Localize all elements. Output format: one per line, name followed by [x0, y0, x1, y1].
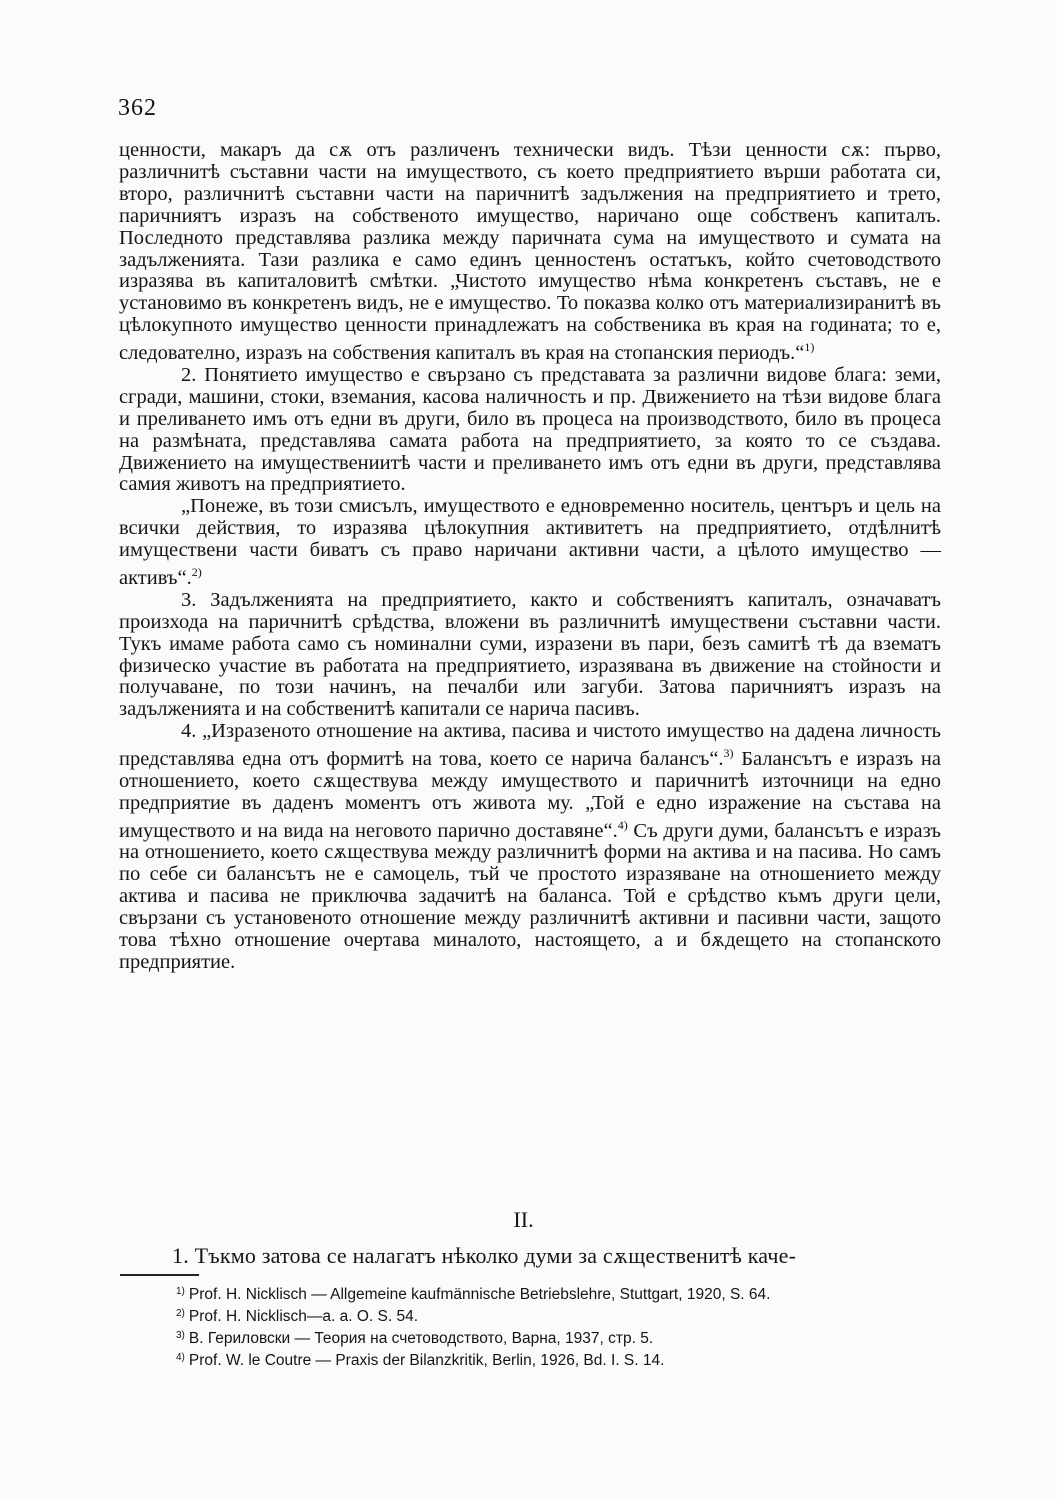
paragraph-3 — [119, 496, 941, 589]
paragraph-5-text: 4. „Изразеното отношение на актива, пасива и чистото имущество на дадена личность представлява една отъ формитѣ на това, което се нарича балансъ“. — [119, 720, 941, 770]
paragraph-5 — [119, 721, 941, 974]
footnote-text: Prof. W. le Coutre — Praxis der Bilanzkritik, Berlin, 1926, Bd. I. S. 14. — [188, 1352, 665, 1369]
paragraph-2 — [119, 365, 941, 496]
footnote-4 — [176, 1348, 936, 1370]
footnote-ref-2: 2) — [191, 565, 202, 580]
footnote-2 — [176, 1304, 936, 1326]
footnote-1 — [176, 1282, 936, 1304]
section-heading — [0, 1207, 1057, 1233]
paragraph-4 — [119, 590, 941, 721]
body-text — [119, 140, 941, 974]
paragraph-4-text: 3. Задълженията на предприятието, както и собствениятъ капиталъ, означаватъ произхода на паричнитѣ срѣдства, вложени въ различнитѣ имуществени съставни части. Тукъ имаме работа само съ номинални суми, изразени въ пари, безъ самитѣ тѣ да взематъ физическо участие въ работата на предприятието, изразявана въ движение на стойности и получаване, по този начинъ, на печалби или загуби. Затова паричниятъ изразъ на задълженията и на собственитѣ капитали се нарича пасивъ. — [119, 588, 941, 721]
page-number: 362 — [118, 95, 157, 121]
section-number: II. — [513, 1207, 534, 1232]
footnote-mark: 3) — [176, 1330, 185, 1341]
footnote-text: В. Гериловски — Теория на счетоводството, Варна, 1937, стр. 5. — [188, 1330, 654, 1347]
paragraph-5-continued: Балансътъ е изразъ на отношението, което сѫществува между имуществото и паричнитѣ източници на едно предприятие въ даденъ моментъ отъ живота му. „Той е едно изражение на състава на имуществото и на вида на неговото парично доставяне“. — [119, 747, 941, 842]
footnote-mark: 1) — [176, 1286, 185, 1297]
footnote-text: Prof. H. Nicklisch—a. a. O. S. 54. — [188, 1308, 419, 1325]
footnote-3 — [176, 1326, 936, 1348]
paragraph-5-end: Съ други думи, балансътъ е изразъ на отношението, което сѫществува между различнитѣ форми на актива и на пасива. Но самъ по себе си балансътъ не е самоцель, тъй че простото изразяване на отношението между актива и пасива не приключва задачитѣ на баланса. Той е срѣдство къмъ други цели, свързани съ установеното отношение между различнитѣ активни и пасивни части, защото това тѣхно отношение очертава миналото, настоящето, а и бѫдещето на стопанското предприятие. — [119, 819, 941, 973]
paragraph-1 — [119, 140, 941, 365]
footnote-ref-4: 4) — [617, 817, 628, 832]
paragraph-3-text: „Понеже, въ този смисълъ, имуществото е едновременно носитель, центъръ и цель на всички действия, то изразява цѣлокупния активитетъ на предприятието, отдѣлнитѣ имуществени части биватъ съ право наричани активни части, а цѣлото имущество — активъ“. — [119, 495, 941, 589]
paragraph-2-text: 2. Понятието имущество е свързано съ представата за различни видове блага: земи, сгради, машини, стоки, вземания, касова наличность и пр. Движението на тѣзи видове блага и преливането имъ отъ едни въ други, било въ процеса на производството, било въ процеса на размѣната, представлява самата работа на предприятието, за която то се създава. Движението на имуществениитѣ части и преливането имъ отъ едни въ други, представлява самия животъ на предприятието. — [119, 363, 941, 496]
footnote-mark: 2) — [176, 1308, 185, 1319]
paragraph-1-text: ценности, макаръ да сѫ отъ различенъ технически видъ. Тѣзи ценности сѫ: първо, различнитѣ съставни части на имуществото, съ което предприятието върши работата си, второ, различнитѣ съставни части на паричнитѣ задължения на предприятието и трето, паричниятъ изразъ на собственото имущество, наричано още собственъ капиталъ. Последното представлява разлика между паричната сума на имуществото и сумата на задълженията. Тази разлика е само единъ ценностенъ остатъкъ, който счетоводството изразява въ капиталовитѣ смѣтки. „Чистото имущество нѣма конкретенъ съставъ, не е установимо въ конкретенъ видъ, не е имущество. То показва колко отъ материализиранитѣ въ цѣлокупното имущество ценности принадлежатъ на собственика въ края на годината; то е, следователно, изразъ на собствения капиталъ въ края на стопанския периодъ.“ — [119, 139, 941, 364]
footnote-ref-3: 3) — [723, 746, 734, 761]
footnotes — [176, 1282, 936, 1370]
continued-line: 1. Тъкмо затова се налагатъ нѣколко думи за сѫщественитѣ каче- — [172, 1243, 797, 1268]
footnote-mark: 4) — [176, 1352, 185, 1363]
footnote-ref-1: 1) — [804, 340, 815, 355]
footnote-text: Prof. H. Nicklisch — Allgemeine kaufmännische Betriebslehre, Stuttgart, 1920, S. 64. — [188, 1286, 771, 1303]
footnote-separator — [120, 1274, 199, 1276]
